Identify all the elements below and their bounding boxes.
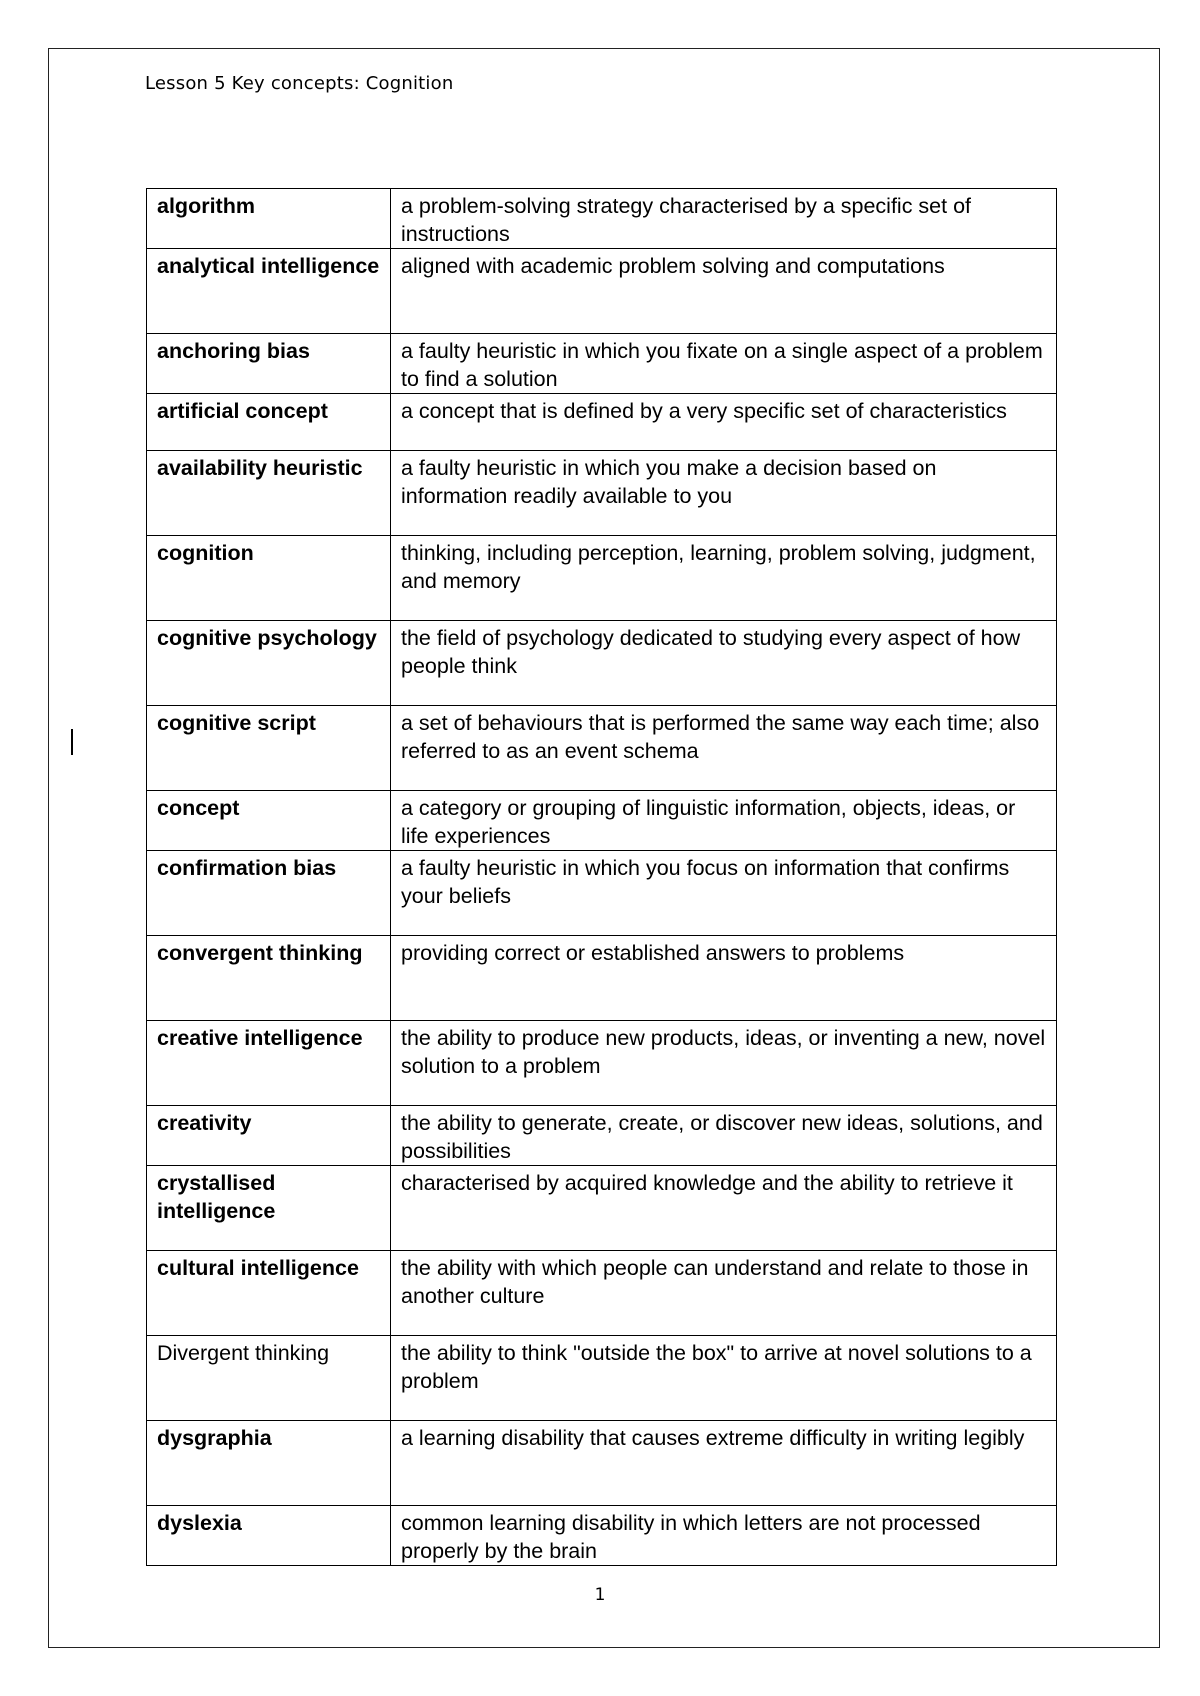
table-row [147, 451, 1057, 536]
table-row [147, 791, 1057, 851]
term-cell: anchoring bias [147, 334, 391, 394]
definition-cell: the ability to generate, create, or discover new ideas, solutions, and possibilities [391, 1106, 1057, 1166]
page-number: 1 [594, 1585, 606, 1605]
definition-cell: a problem-solving strategy characterised by a specific set of instructions [391, 189, 1057, 249]
term-cell: dyslexia [147, 1506, 391, 1566]
term-cell: crystallised intelligence [147, 1166, 391, 1251]
definition-cell: aligned with academic problem solving and computations [391, 249, 1057, 334]
term-cell: artificial concept [147, 394, 391, 451]
term-cell: analytical intelligence [147, 249, 391, 334]
table-row [147, 1506, 1057, 1566]
definition-cell: a faulty heuristic in which you focus on information that confirms your beliefs [391, 851, 1057, 936]
term-cell: concept [147, 791, 391, 851]
term-cell: creative intelligence [147, 1021, 391, 1106]
term-cell: availability heuristic [147, 451, 391, 536]
table-row [147, 394, 1057, 451]
table-row [147, 851, 1057, 936]
definition-cell: the ability to produce new products, ideas, or inventing a new, novel solution to a problem [391, 1021, 1057, 1106]
table-row [147, 1106, 1057, 1166]
table-row [147, 1336, 1057, 1421]
term-cell: cultural intelligence [147, 1251, 391, 1336]
definition-cell: the ability with which people can understand and relate to those in another culture [391, 1251, 1057, 1336]
term-cell: Divergent thinking [147, 1336, 391, 1421]
term-cell: cognition [147, 536, 391, 621]
definition-cell: a learning disability that causes extreme difficulty in writing legibly [391, 1421, 1057, 1506]
table-row [147, 1166, 1057, 1251]
definition-cell: a concept that is defined by a very specific set of characteristics [391, 394, 1057, 451]
term-cell: algorithm [147, 189, 391, 249]
table-row [147, 1021, 1057, 1106]
table-row [147, 334, 1057, 394]
table-row [147, 189, 1057, 249]
term-cell: creativity [147, 1106, 391, 1166]
term-cell: dysgraphia [147, 1421, 391, 1506]
definition-cell: common learning disability in which letters are not processed properly by the brain [391, 1506, 1057, 1566]
term-cell: cognitive psychology [147, 621, 391, 706]
table-row [147, 249, 1057, 334]
definition-cell: a category or grouping of linguistic information, objects, ideas, or life experiences [391, 791, 1057, 851]
definition-cell: a set of behaviours that is performed the same way each time; also referred to as an event schema [391, 706, 1057, 791]
table-row [147, 1421, 1057, 1506]
table-row [147, 536, 1057, 621]
definition-cell: a faulty heuristic in which you make a decision based on information readily available to you [391, 451, 1057, 536]
definition-cell: the ability to think "outside the box" to arrive at novel solutions to a problem [391, 1336, 1057, 1421]
glossary-table [146, 188, 1057, 1566]
text-cursor [71, 729, 73, 755]
definition-cell: a faulty heuristic in which you fixate on a single aspect of a problem to find a solution [391, 334, 1057, 394]
table-row [147, 1251, 1057, 1336]
table-row [147, 936, 1057, 1021]
definition-cell: providing correct or established answers to problems [391, 936, 1057, 1021]
term-cell: convergent thinking [147, 936, 391, 1021]
page-header: Lesson 5 Key concepts: Cognition [145, 73, 454, 94]
definition-cell: the field of psychology dedicated to studying every aspect of how people think [391, 621, 1057, 706]
term-cell: cognitive script [147, 706, 391, 791]
definition-cell: characterised by acquired knowledge and the ability to retrieve it [391, 1166, 1057, 1251]
table-row [147, 621, 1057, 706]
term-cell: confirmation bias [147, 851, 391, 936]
table-row [147, 706, 1057, 791]
definition-cell: thinking, including perception, learning, problem solving, judgment, and memory [391, 536, 1057, 621]
